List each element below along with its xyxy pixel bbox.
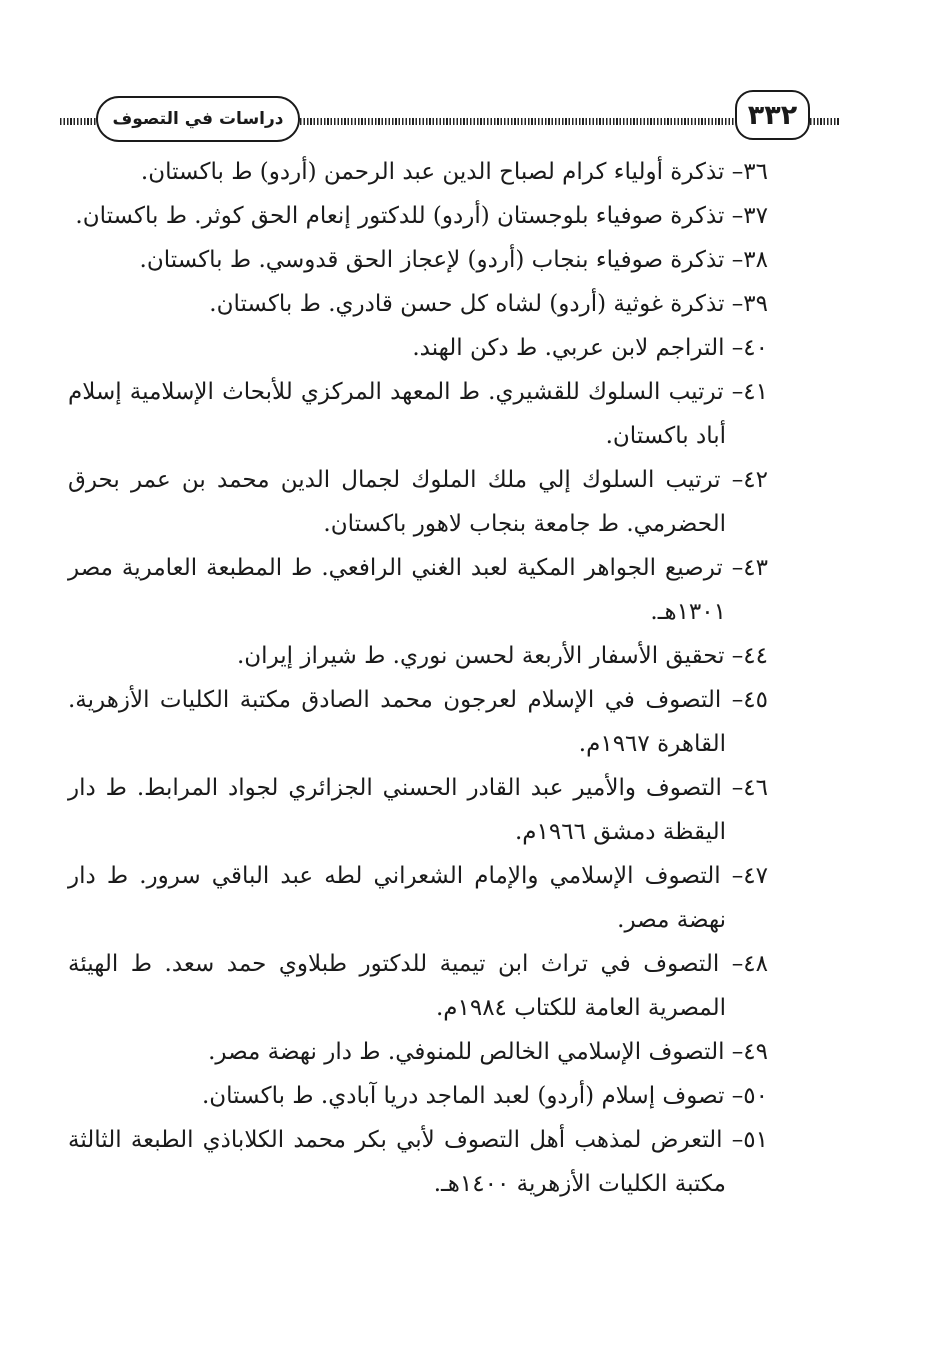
bibliography-entry — [68, 678, 768, 766]
entry-number: ٣٦ — [743, 159, 768, 185]
entry-number: ٤٤ — [743, 643, 768, 669]
bibliography-entry — [68, 766, 768, 854]
entry-number: ٤٨ — [743, 951, 768, 977]
bibliography-entry — [68, 458, 768, 546]
entry-dash: – — [720, 863, 744, 889]
entry-number: ٤٢ — [743, 467, 768, 493]
bibliography-list — [68, 150, 768, 1206]
header-rule-middle — [300, 118, 735, 125]
entry-dash: – — [724, 291, 744, 317]
entry-number: ٣٨ — [743, 247, 768, 273]
bibliography-entry — [68, 546, 768, 634]
entry-dash: – — [724, 203, 744, 229]
entry-text: التراجم لابن عربي. ط دكن الهند. — [412, 335, 725, 361]
bibliography-entry — [68, 194, 768, 238]
entry-text: التصوف والأمير عبد القادر الحسني الجزائري لجواد المرابط. ط دار اليقظة دمشق ١٩٦٦م. — [68, 775, 726, 845]
entry-dash: – — [724, 335, 744, 361]
entry-number: ٥٠ — [743, 1083, 768, 1109]
page-number: ٣٣٢ — [735, 90, 810, 140]
entry-text: التصوف في الإسلام لعرجون محمد الصادق مكتبة الكليات الأزهرية. القاهرة ١٩٦٧م. — [68, 687, 726, 757]
entry-text: التعرض لمذهب أهل التصوف لأبي بكر محمد الكلاباذي الطبعة الثالثة مكتبة الكليات الأزهرية ١٤٠٠هـ. — [68, 1127, 726, 1197]
entry-number: ٣٩ — [743, 291, 768, 317]
entry-dash: – — [724, 1039, 744, 1065]
bibliography-entry — [68, 942, 768, 1030]
bibliography-entry — [68, 634, 768, 678]
bibliography-entry — [68, 1118, 768, 1206]
entry-text: تذكرة غوثية (أردو) لشاه كل حسن قادري. ط باكستان. — [209, 291, 725, 317]
entry-text: ترتيب السلوك للقشيري. ط المعهد المركزي للأبحاث الإسلامية إسلام أباد باكستان. — [68, 379, 726, 449]
entry-text: تذكرة صوفياء بلوجستان (أردو) للدكتور إنعام الحق كوثر. ط باكستان. — [75, 203, 725, 229]
entry-dash: – — [719, 951, 744, 977]
book-title: دراسات في التصوف — [96, 96, 300, 142]
header-rule-right — [810, 118, 840, 125]
running-header — [60, 88, 840, 148]
entry-number: ٣٧ — [743, 203, 768, 229]
entry-text: التصوف الإسلامي والإمام الشعراني لطه عبد الباقي سرور. ط دار نهضة مصر. — [68, 863, 726, 933]
entry-dash: – — [722, 555, 744, 581]
entry-text: تذكرة صوفياء بنجاب (أردو) لإعجاز الحق قدوسي. ط باكستان. — [139, 247, 725, 273]
entry-number: ٤٠ — [743, 335, 768, 361]
entry-dash: – — [723, 379, 744, 405]
entry-number: ٥١ — [743, 1127, 769, 1153]
bibliography-entry — [68, 326, 768, 370]
entry-dash: – — [721, 775, 744, 801]
entry-number: ٤٧ — [743, 863, 768, 889]
entry-text: ترصيع الجواهر المكية لعبد الغني الرافعي. ط المطبعة العامرية مصر ١٣٠١هـ. — [68, 555, 726, 625]
bibliography-entry — [68, 238, 768, 282]
entry-dash: – — [724, 159, 744, 185]
entry-dash: – — [721, 687, 744, 713]
entry-text: تذكرة أولياء كرام لصباح الدين عبد الرحمن (أردو) ط باكستان. — [140, 159, 725, 185]
header-rule-left — [60, 118, 96, 125]
entry-dash: – — [724, 1083, 744, 1109]
entry-text: تحقيق الأسفار الأربعة لحسن نوري. ط شيراز إيران. — [236, 643, 725, 669]
entry-dash: – — [724, 247, 744, 273]
entry-text: تصوف إسلام (أردو) لعبد الماجد دريا آبادي. ط باكستان. — [201, 1083, 725, 1109]
entry-number: ٤٩ — [743, 1039, 768, 1065]
bibliography-entry — [68, 150, 768, 194]
entry-number: ٤٣ — [743, 555, 768, 581]
bibliography-entry — [68, 854, 768, 942]
bibliography-entry — [68, 1030, 768, 1074]
entry-text: ترتيب السلوك إلي ملك الملوك لجمال الدين محمد بن عمر بحرق الحضرمي. ط جامعة بنجاب لاهور باكستان. — [68, 467, 726, 537]
entry-text: التصوف في تراث ابن تيمية للدكتور طبلاوي حمد سعد. ط الهيئة المصرية العامة للكتاب ١٩٨٤م. — [68, 951, 726, 1021]
entry-dash: – — [724, 643, 744, 669]
entry-dash: – — [722, 1127, 744, 1153]
entry-text: التصوف الإسلامي الخالص للمنوفي. ط دار نهضة مصر. — [208, 1039, 725, 1065]
bibliography-entry — [68, 370, 768, 458]
bibliography-entry — [68, 1074, 768, 1118]
entry-dash: – — [720, 467, 744, 493]
entry-number: ٤١ — [743, 379, 769, 405]
bibliography-entry — [68, 282, 768, 326]
entry-number: ٤٥ — [743, 687, 769, 713]
entry-number: ٤٦ — [743, 775, 769, 801]
